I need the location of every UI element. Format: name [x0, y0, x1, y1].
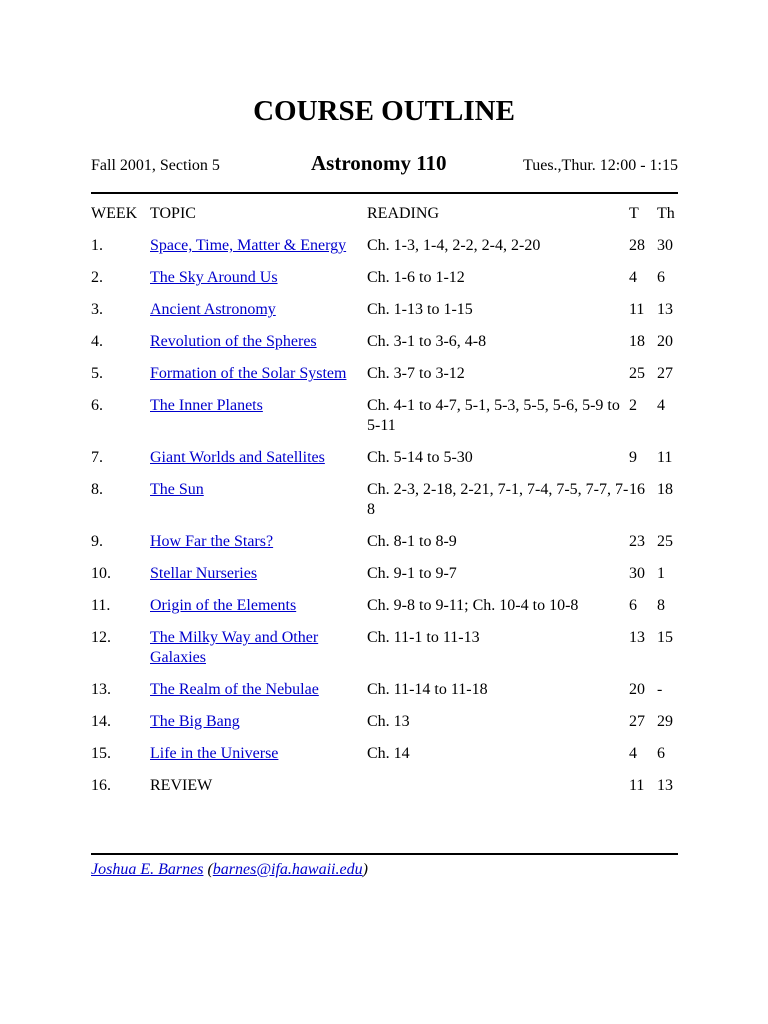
topic-link[interactable]: Revolution of the Spheres: [150, 333, 317, 350]
topic-cell: [150, 528, 367, 560]
topic-link[interactable]: The Sky Around Us: [150, 269, 278, 286]
footer-close-paren: ): [362, 861, 368, 878]
column-header-thursday: Th: [657, 205, 675, 222]
table-row: [91, 772, 678, 804]
reading-cell: Ch. 4-1 to 4-7, 5-1, 5-3, 5-5, 5-6, 5-9 to 5-11: [367, 397, 620, 434]
table-row: [91, 232, 678, 264]
topic-link[interactable]: Giant Worlds and Satellites: [150, 449, 325, 466]
tuesday-date-cell: 20: [629, 681, 645, 698]
topic-link[interactable]: Origin of the Elements: [150, 597, 297, 614]
email-link[interactable]: barnes@ifa.hawaii.edu: [212, 861, 363, 878]
table-header-row: [91, 200, 678, 232]
topic-link[interactable]: How Far the Stars?: [150, 533, 274, 550]
schedule-table: [91, 200, 678, 804]
week-number-cell: 15.: [91, 745, 111, 762]
week-number-cell: 10.: [91, 565, 111, 582]
course-name: Astronomy 110: [311, 151, 447, 175]
thursday-date-cell: 30: [657, 237, 673, 254]
tuesday-date-cell: 25: [629, 365, 645, 382]
tuesday-date-cell: 11: [629, 301, 645, 318]
thursday-date-cell: 18: [657, 481, 673, 498]
thursday-date-cell: -: [657, 681, 663, 698]
topic-cell: [150, 444, 367, 476]
table-row: [91, 624, 678, 676]
reading-cell: Ch. 9-1 to 9-7: [367, 565, 457, 582]
table-row: [91, 444, 678, 476]
reading-cell: Ch. 9-8 to 9-11; Ch. 10-4 to 10-8: [367, 597, 579, 614]
table-row: [91, 740, 678, 772]
tuesday-date-cell: 18: [629, 333, 645, 350]
course-info-row: [91, 150, 678, 180]
topic-link[interactable]: Life in the Universe: [150, 745, 279, 762]
thursday-date-cell: 1: [657, 565, 665, 582]
topic-link[interactable]: The Sun: [150, 481, 204, 498]
week-number-cell: 9.: [91, 533, 103, 550]
topic-link[interactable]: The Realm of the Nebulae: [150, 681, 319, 698]
reading-cell: Ch. 3-1 to 3-6, 4-8: [367, 333, 487, 350]
reading-cell: Ch. 11-1 to 11-13: [367, 629, 480, 646]
reading-cell: Ch. 14: [367, 745, 410, 762]
meeting-time-text: Tues.,Thur. 12:00 - 1:15: [523, 157, 678, 174]
topic-link[interactable]: Stellar Nurseries: [150, 565, 258, 582]
page-title: COURSE OUTLINE: [253, 95, 515, 127]
tuesday-date-cell: 27: [629, 713, 645, 730]
table-row: [91, 328, 678, 360]
thursday-date-cell: 20: [657, 333, 673, 350]
tuesday-date-cell: 13: [629, 629, 645, 646]
topic-link[interactable]: The Milky Way and Other Galaxies: [150, 629, 319, 666]
reading-cell: Ch. 1-6 to 1-12: [367, 269, 465, 286]
reading-cell: Ch. 1-13 to 1-15: [367, 301, 473, 318]
week-number-cell: 5.: [91, 365, 103, 382]
thursday-date-cell: 6: [657, 269, 665, 286]
thursday-date-cell: 25: [657, 533, 673, 550]
topic-link[interactable]: Ancient Astronomy: [150, 301, 276, 318]
topic-cell: [150, 592, 367, 624]
reading-cell: Ch. 1-3, 1-4, 2-2, 2-4, 2-20: [367, 237, 541, 254]
topic-cell: [150, 328, 367, 360]
topic-cell: [150, 264, 367, 296]
reading-cell: Ch. 5-14 to 5-30: [367, 449, 473, 466]
thursday-date-cell: 13: [657, 301, 673, 318]
thursday-date-cell: 13: [657, 777, 673, 794]
topic-cell: [150, 740, 367, 772]
table-row: [91, 296, 678, 328]
tuesday-date-cell: 4: [629, 745, 637, 762]
table-row: [91, 676, 678, 708]
reading-cell: [367, 772, 629, 804]
topic-cell: [150, 624, 367, 676]
topic-cell: REVIEW: [150, 777, 213, 794]
column-header-week: WEEK: [91, 205, 138, 222]
table-row: [91, 264, 678, 296]
week-number-cell: 11.: [91, 597, 111, 614]
top-divider: [91, 192, 678, 194]
topic-cell: [150, 708, 367, 740]
topic-link[interactable]: Formation of the Solar System: [150, 365, 347, 382]
week-number-cell: 4.: [91, 333, 103, 350]
week-number-cell: 1.: [91, 237, 103, 254]
reading-cell: Ch. 13: [367, 713, 410, 730]
week-number-cell: 13.: [91, 681, 111, 698]
tuesday-date-cell: 16: [629, 481, 645, 498]
table-row: [91, 528, 678, 560]
tuesday-date-cell: 23: [629, 533, 645, 550]
reading-cell: Ch. 11-14 to 11-18: [367, 681, 488, 698]
week-number-cell: 12.: [91, 629, 111, 646]
topic-link[interactable]: Space, Time, Matter & Energy: [150, 237, 347, 254]
thursday-date-cell: 15: [657, 629, 673, 646]
topic-cell: [150, 560, 367, 592]
week-number-cell: 14.: [91, 713, 111, 730]
reading-cell: Ch. 3-7 to 3-12: [367, 365, 465, 382]
topic-cell: [150, 296, 367, 328]
topic-cell: [150, 676, 367, 708]
tuesday-date-cell: 9: [629, 449, 637, 466]
table-row: [91, 476, 678, 528]
thursday-date-cell: 11: [657, 449, 673, 466]
tuesday-date-cell: 6: [629, 597, 637, 614]
tuesday-date-cell: 28: [629, 237, 645, 254]
column-header-tuesday: T: [629, 205, 639, 222]
thursday-date-cell: 6: [657, 745, 665, 762]
week-number-cell: 8.: [91, 481, 103, 498]
column-header-reading: READING: [367, 205, 439, 222]
topic-link[interactable]: The Big Bang: [150, 713, 240, 730]
author-link[interactable]: Joshua E. Barnes: [91, 861, 204, 878]
reading-cell: Ch. 8-1 to 8-9: [367, 533, 457, 550]
week-number-cell: 7.: [91, 449, 103, 466]
table-row: [91, 708, 678, 740]
table-row: [91, 392, 678, 444]
tuesday-date-cell: 4: [629, 269, 637, 286]
reading-cell: Ch. 2-3, 2-18, 2-21, 7-1, 7-4, 7-5, 7-7, 7-8: [367, 481, 629, 518]
column-header-topic: TOPIC: [150, 205, 196, 222]
thursday-date-cell: 8: [657, 597, 665, 614]
week-number-cell: 2.: [91, 269, 103, 286]
bottom-divider: [91, 853, 678, 855]
topic-cell: [150, 392, 367, 444]
thursday-date-cell: 27: [657, 365, 673, 382]
footer-open-paren: (: [207, 861, 213, 878]
week-number-cell: 16.: [91, 777, 111, 794]
table-row: [91, 360, 678, 392]
term-section-text: Fall 2001, Section 5: [91, 157, 220, 174]
week-number-cell: 6.: [91, 397, 103, 414]
topic-link[interactable]: The Inner Planets: [150, 397, 263, 414]
schedule-body: [91, 232, 678, 804]
table-row: [91, 592, 678, 624]
topic-cell: [150, 360, 367, 392]
thursday-date-cell: 29: [657, 713, 673, 730]
tuesday-date-cell: 2: [629, 397, 637, 414]
topic-cell: [150, 232, 367, 264]
week-number-cell: 3.: [91, 301, 103, 318]
tuesday-date-cell: 30: [629, 565, 645, 582]
tuesday-date-cell: 11: [629, 777, 645, 794]
table-row: [91, 560, 678, 592]
topic-cell: [150, 476, 367, 528]
author-footer: [91, 859, 368, 881]
thursday-date-cell: 4: [657, 397, 665, 414]
